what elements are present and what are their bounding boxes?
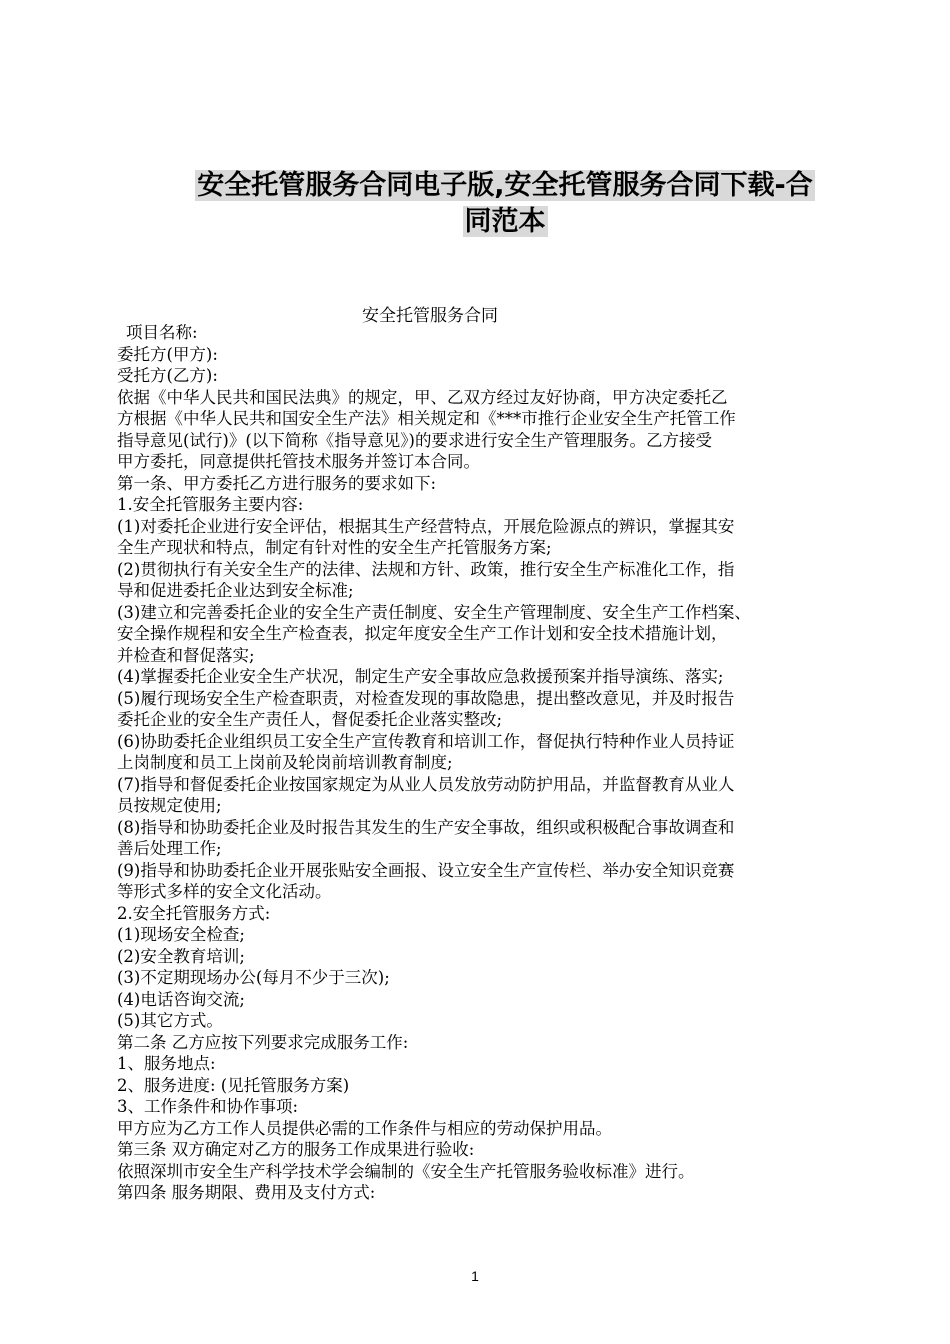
text-line: 1、服务地点: [117, 1054, 216, 1073]
text-line: (1)现场安全检查; [117, 925, 245, 944]
text-line: 全生产现状和特点，制定有针对性的安全生产托管服务方案; [117, 538, 552, 557]
text-line: 委托方(甲方): [117, 344, 218, 364]
text-line: (2)安全教育培训; [117, 946, 245, 966]
text-line: (7)指导和督促委托企业按国家规定为从业人员发放劳动防护用品，并监督教育从业人 [117, 774, 735, 794]
text-line: 安全操作规程和安全生产检查表，拟定年度安全生产工作计划和安全技术措施计划， [117, 624, 728, 643]
text-line: (6)协助委托企业组织员工安全生产宣传教育和培训工作，督促执行特种作业人员持证 [117, 731, 735, 751]
text-line: 第四条 服务期限、费用及支付方式: [117, 1183, 376, 1202]
text-line: 依据《中华人民共和国民法典》的规定，甲、乙双方经过友好协商，甲方决定委托乙 [117, 387, 728, 407]
text-line: (9)指导和协助委托企业开展张贴安全画报、设立安全生产宣传栏、举办安全知识竞赛 [117, 860, 735, 880]
text-line: (2)贯彻执行有关安全生产的法律、法规和方针、政策，推行安全生产标准化工作，指 [117, 559, 735, 579]
text-line: 1.安全托管服务主要内容: [117, 495, 304, 514]
text-line: 依照深圳市安全生产科学技术学会编制的《安全生产托管服务验收标准》进行。 [117, 1161, 695, 1181]
text-line: (5)其它方式。 [117, 1011, 223, 1030]
text-line: (5)履行现场安全生产检查职责，对检查发现的事故隐患，提出整改意见，并及时报告 [117, 688, 735, 708]
contract-body [117, 322, 857, 1204]
text-line: (3)不定期现场办公(每月不少于三次); [117, 968, 390, 987]
text-line: 并检查和督促落实; [117, 645, 255, 665]
text-line: 2、服务进度: (见托管服务方案) [117, 1075, 350, 1095]
text-line: 上岗制度和员工上岗前及轮岗前培训教育制度; [117, 753, 453, 772]
text-line: 员按规定使用; [117, 796, 222, 815]
text-line: 委托企业的安全生产责任人，督促委托企业落实整改; [117, 710, 503, 729]
page-number: 1 [471, 1268, 479, 1284]
text-line: (8)指导和协助委托企业及时报告其发生的生产安全事故，组织或积极配合事故调查和 [117, 817, 735, 837]
text-line: 第三条 双方确定对乙方的服务工作成果进行验收: [117, 1140, 475, 1159]
text-line: 导和促进委托企业达到安全标准; [117, 581, 354, 600]
text-line: 3、工作条件和协作事项: [117, 1097, 299, 1116]
text-line: 善后处理工作; [117, 839, 222, 858]
text-line: (3)建立和完善委托企业的安全生产责任制度、安全生产管理制度、安全生产工作档案、 [117, 602, 751, 622]
text-line: 甲方委托，同意提供托管技术服务并签订本合同。 [117, 452, 480, 471]
text-line: 第二条 乙方应按下列要求完成服务工作: [117, 1032, 409, 1052]
text-line: 方根据《中华人民共和国安全生产法》相关规定和《***市推行企业安全生产托管工作 [117, 409, 736, 428]
text-line: 指导意见(试行)》(以下简称《指导意见》)的要求进行安全生产管理服务。乙方接受 [117, 430, 712, 450]
title-line-2: 同范本 [464, 206, 546, 237]
title-line-1: 安全托管服务合同电子版,安全托管服务合同下载-合 [197, 170, 813, 201]
text-line: 第一条、甲方委托乙方进行服务的要求如下: [117, 473, 437, 493]
text-line: 甲方应为乙方工作人员提供必需的工作条件与相应的劳动保护用品。 [117, 1118, 612, 1138]
text-line: 项目名称: [126, 323, 198, 342]
text-line: (4)掌握委托企业安全生产状况，制定生产安全事故应急救援预案并指导演练、落实; [117, 667, 724, 686]
text-line: 受托方(乙方): [117, 366, 218, 385]
text-line: 等形式多样的安全文化活动。 [117, 882, 332, 901]
contract-subtitle: 安全托管服务合同 [362, 306, 498, 326]
text-line: (1)对委托企业进行安全评估，根据其生产经营特点，开展危险源点的辨识，掌握其安 [117, 516, 735, 536]
text-line: (4)电话咨询交流; [117, 989, 245, 1009]
text-line: 2.安全托管服务方式: [117, 903, 271, 923]
document-title [120, 168, 890, 240]
